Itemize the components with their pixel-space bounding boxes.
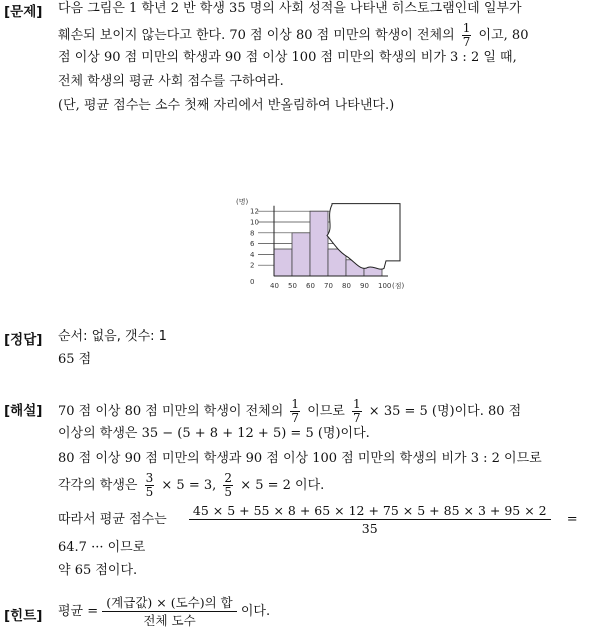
y-tick-label: 8 xyxy=(250,229,255,238)
fraction-denominator: 5 xyxy=(145,485,154,499)
answer-line-2: 65 점 xyxy=(58,352,92,367)
histogram-bar xyxy=(274,249,292,276)
hint-line xyxy=(58,594,270,629)
hint-fraction xyxy=(102,594,236,629)
fraction-denominator: 35 xyxy=(189,519,551,537)
solution-line-3: 80 점 이상 90 점 미만의 학생과 90 점 이상 100 점 미만의 학생의 비가 3 : 2 이므로 xyxy=(58,451,542,466)
fraction-one-seventh xyxy=(352,398,362,425)
equals-sign: = xyxy=(566,512,578,527)
y-tick-label: 2 xyxy=(250,261,255,270)
histogram-bar xyxy=(310,211,328,276)
solution-line-4 xyxy=(58,472,324,499)
fraction-two-fifths xyxy=(223,472,233,499)
solution-label: [해설] xyxy=(4,403,43,419)
x-tick-label: 100 xyxy=(378,282,392,290)
average-fraction xyxy=(189,502,551,537)
solution-line-1 xyxy=(58,398,521,425)
problem-line-4: 전체 학생의 평균 사회 점수를 구하여라. xyxy=(58,74,284,89)
problem-line-1: 다음 그림은 1 학년 2 반 학생 35 명의 사회 성적을 나타낸 히스토그램인데 일부가 xyxy=(58,1,522,16)
fraction-numerator: 3 xyxy=(145,471,154,485)
answer-line-1: 순서: 없음, 갯수: 1 xyxy=(58,329,167,344)
fraction-three-fifths xyxy=(145,472,155,499)
fraction-numerator: 45 × 5 + 55 × 8 + 65 × 12 + 75 × 5 + 85 × 3 + 95 × 2 xyxy=(192,503,547,518)
y-tick-label: 6 xyxy=(250,240,255,249)
x-tick-label: 80 xyxy=(342,282,351,290)
x-tick-label: 60 xyxy=(306,282,315,290)
fraction-numerator: 1 xyxy=(291,397,300,411)
solution-line-2: 이상의 학생은 35 − (5 + 8 + 12 + 5) = 5 (명)이다. xyxy=(58,426,370,441)
y-tick-label: 10 xyxy=(250,218,259,227)
problem-line-2-text-a: 훼손되 보이지 않는다고 한다. 70 점 이상 80 점 미만의 학생이 전체의 xyxy=(58,28,455,43)
x-tick-label: 50 xyxy=(288,282,297,290)
y-tick-label: 12 xyxy=(250,207,259,216)
solution-line-1-text-c: × 35 = 5 (명)이다. 80 점 xyxy=(368,404,522,419)
solution-line-4-text-b: × 5 = 3, xyxy=(161,478,217,493)
fraction-one-seventh xyxy=(462,22,472,49)
fraction-denominator: 7 xyxy=(462,35,471,49)
histogram-chart xyxy=(232,122,422,300)
solution-line-4-text-c: × 5 = 2 이다. xyxy=(240,478,325,493)
solution-line-6: 64.7 ··· 이므로 xyxy=(58,540,146,555)
y-tick-label: 4 xyxy=(250,250,255,259)
answer-label: [정답] xyxy=(4,332,43,348)
solution-line-4-text-a: 각각의 학생은 xyxy=(58,478,138,493)
fraction-numerator: 1 xyxy=(353,397,361,411)
problem-line-2-text-b: 이고, 80 xyxy=(478,28,529,43)
fraction-denominator: 전체 도수 xyxy=(102,611,236,629)
solution-line-5 xyxy=(58,502,590,537)
problem-label: [문제] xyxy=(4,4,43,20)
x-tick-label: 40 xyxy=(270,282,279,290)
problem-line-5: (단, 평균 점수는 소수 첫째 자리에서 반올림하여 나타낸다.) xyxy=(58,98,395,113)
solution-line-1-text-b: 이므로 xyxy=(307,404,345,419)
fraction-one-seventh xyxy=(290,398,300,425)
problem-line-2 xyxy=(58,22,528,49)
solution-line-5-text-a: 따라서 평균 점수는 xyxy=(58,512,167,527)
histogram-bar xyxy=(292,233,310,276)
solution-line-7: 약 65 점이다. xyxy=(58,563,138,578)
fraction-denominator: 5 xyxy=(224,485,233,499)
hint-label: [힌트] xyxy=(4,608,43,624)
origin-label: 0 xyxy=(250,278,255,286)
solution-line-1-text-a: 70 점 이상 80 점 미만의 학생이 전체의 xyxy=(58,404,284,419)
fraction-numerator: 1 xyxy=(462,21,471,35)
hint-prefix: 평균 = xyxy=(58,604,99,619)
fraction-denominator: 7 xyxy=(353,411,361,425)
fraction-numerator: (계급값) × (도수)의 합 xyxy=(106,595,233,610)
x-axis-label: (점) xyxy=(392,282,405,290)
fraction-numerator: 2 xyxy=(224,471,233,485)
hint-suffix: 이다. xyxy=(240,604,271,619)
fraction-denominator: 7 xyxy=(291,411,300,425)
x-tick-label: 90 xyxy=(360,282,369,290)
problem-line-3: 점 이상 90 점 미만의 학생과 90 점 이상 100 점 미만의 학생의 비가 3 : 2 일 때, xyxy=(58,50,517,65)
x-tick-label: 70 xyxy=(324,282,333,290)
y-axis-label: (명) xyxy=(236,197,249,206)
